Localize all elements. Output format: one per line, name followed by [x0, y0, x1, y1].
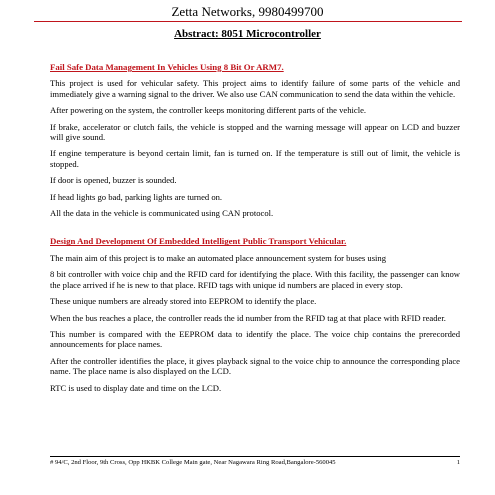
- paragraph: After the controller identifies the place, it gives playback signal to the voice chip to announce the corresponding place name. The place name is also displayed on the LCD.: [50, 355, 460, 377]
- section-heading-fail-safe: Fail Safe Data Management In Vehicles Using 8 Bit Or ARM7.: [50, 62, 284, 72]
- paragraph: RTC is used to display date and time on the LCD.: [50, 382, 222, 393]
- paragraph: If door is opened, buzzer is sounded.: [50, 175, 177, 186]
- paragraph: The main aim of this project is to make an automated place announcement system for buses using: [50, 252, 387, 263]
- paragraph: If brake, accelerator or clutch fails, the vehicle is stopped and the warning message will appear on LCD and buzzer will give sound.: [50, 121, 460, 143]
- footer-divider: [50, 456, 460, 457]
- paragraph: If engine temperature is beyond certain limit, fan is turned on. If the temperature is still out of limit, the vehicle is stopped.: [50, 148, 460, 169]
- page-number: 1: [456, 459, 460, 466]
- paragraph: This project is used for vehicular safety. This project aims to identify failure of some parts of the vehicle and immediately give a warning signal to the driver. We also use CAN communication to send the data within the vehicle.: [50, 78, 460, 99]
- paragraph: After powering on the system, the controller keeps monitoring different parts of the vehicle.: [50, 105, 367, 116]
- paragraph: If head lights go bad, parking lights are turned on.: [50, 191, 223, 202]
- paragraph: 8 bit controller with voice chip and the RFID card for identifying the place. With this facility, the passenger can know the place arrived if he is new to that place. RFID tags with unique id numbers are placed in every stop.: [50, 269, 460, 290]
- paragraph: All the data in the vehicle is communicated using CAN protocol.: [50, 208, 274, 219]
- footer-address: # 94/C, 2nd Floor, 9th Cross, Opp HKBK College Main gate, Near Nagawara Ring Road,Bangalore-560045: [50, 459, 336, 466]
- section-spacer: [50, 224, 460, 232]
- section-heading-public-transport: Design And Development Of Embedded Intelligent Public Transport Vehicular.: [50, 236, 347, 247]
- document-body: [50, 58, 460, 399]
- paragraph: When the bus reaches a place, the controller reads the id number from the RFID tag at that place with RFID reader.: [50, 312, 446, 323]
- paragraph: These unique numbers are already stored into EEPROM to identify the place.: [50, 296, 317, 307]
- paragraph: This number is compared with the EEPROM data to identify the place. The voice chip contains the prerecorded announcements for place names.: [50, 328, 460, 350]
- document-title: Abstract: 8051 Microcontroller: [174, 28, 321, 40]
- page-footer: [50, 459, 460, 466]
- header-divider: [34, 21, 462, 22]
- page-header: Zetta Networks, 9980499700: [171, 4, 324, 19]
